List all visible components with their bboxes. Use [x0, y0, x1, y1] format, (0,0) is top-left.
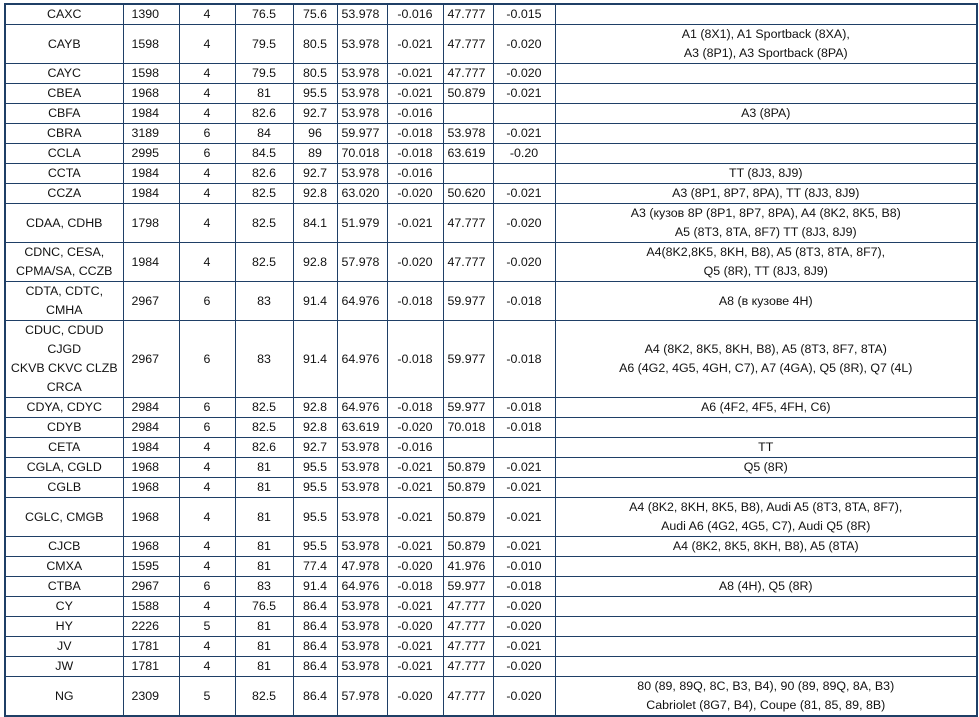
engine-code-cell: CGLB — [5, 478, 123, 498]
engine-code-cell: CBEA — [5, 84, 123, 104]
displacement-cell: 2967 — [123, 577, 179, 597]
main-journal-diameter-cell: 53.978 — [337, 458, 387, 478]
engine-code-cell: CAYC — [5, 64, 123, 84]
engine-code-cell: CDTA, CDTC, CMHA — [5, 282, 123, 321]
rod-journal-diameter-cell — [443, 438, 493, 458]
main-journal-diameter-cell: 53.978 — [337, 617, 387, 637]
cylinders-cell: 6 — [179, 577, 235, 597]
main-journal-diameter-cell: 51.979 — [337, 204, 387, 243]
main-journal-tolerance-cell: -0.020 — [387, 418, 443, 438]
table-row — [5, 164, 977, 184]
rod-journal-tolerance-cell: -0.020 — [493, 597, 555, 617]
stroke-cell: 86.4 — [293, 657, 337, 677]
applicable-models-cell: A4(8K2,8K5, 8KH, B8), A5 (8T3, 8TA, 8F7), Q5 (8R), TT (8J3, 8J9) — [555, 243, 977, 282]
engine-code-cell: CDNC, CESA, CPMA/SA, CCZB — [5, 243, 123, 282]
engine-code-cell: CGLC, CMGB — [5, 498, 123, 537]
cylinders-cell: 4 — [179, 438, 235, 458]
applicable-models-cell: A8 (4H), Q5 (8R) — [555, 577, 977, 597]
table-row — [5, 597, 977, 617]
displacement-cell: 1968 — [123, 84, 179, 104]
engine-code-cell: JV — [5, 637, 123, 657]
applicable-models-cell: 80 (89, 89Q, 8C, B3, B4), 90 (89, 89Q, 8A, B3) Cabriolet (8G7, B4), Coupe (81, 85, 89, 8B) — [555, 677, 977, 717]
bore-cell: 79.5 — [235, 64, 293, 84]
bore-cell: 82.5 — [235, 677, 293, 717]
main-journal-diameter-cell: 53.978 — [337, 25, 387, 64]
rod-journal-diameter-cell: 53.978 — [443, 124, 493, 144]
main-journal-tolerance-cell: -0.021 — [387, 637, 443, 657]
rod-journal-diameter-cell: 59.977 — [443, 577, 493, 597]
rod-journal-diameter-cell: 50.879 — [443, 84, 493, 104]
cylinders-cell: 6 — [179, 282, 235, 321]
displacement-cell: 2226 — [123, 617, 179, 637]
table-row — [5, 321, 977, 398]
main-journal-tolerance-cell: -0.016 — [387, 4, 443, 25]
applicable-models-cell: TT (8J3, 8J9) — [555, 164, 977, 184]
rod-journal-tolerance-cell: -0.021 — [493, 478, 555, 498]
rod-journal-tolerance-cell: -0.018 — [493, 398, 555, 418]
displacement-cell: 2984 — [123, 398, 179, 418]
engine-code-cell: CY — [5, 597, 123, 617]
rod-journal-tolerance-cell — [493, 104, 555, 124]
main-journal-tolerance-cell: -0.018 — [387, 282, 443, 321]
table-row — [5, 418, 977, 438]
displacement-cell: 2995 — [123, 144, 179, 164]
applicable-models-cell: A8 (в кузове 4H) — [555, 282, 977, 321]
stroke-cell: 95.5 — [293, 498, 337, 537]
displacement-cell: 1968 — [123, 478, 179, 498]
stroke-cell: 91.4 — [293, 577, 337, 597]
table-row — [5, 478, 977, 498]
main-journal-tolerance-cell: -0.016 — [387, 104, 443, 124]
engine-code-cell: JW — [5, 657, 123, 677]
displacement-cell: 1781 — [123, 637, 179, 657]
main-journal-tolerance-cell: -0.018 — [387, 398, 443, 418]
cylinders-cell: 4 — [179, 104, 235, 124]
main-journal-diameter-cell: 63.619 — [337, 418, 387, 438]
stroke-cell: 84.1 — [293, 204, 337, 243]
main-journal-diameter-cell: 53.978 — [337, 438, 387, 458]
main-journal-diameter-cell: 53.978 — [337, 597, 387, 617]
bore-cell: 81 — [235, 458, 293, 478]
bore-cell: 81 — [235, 657, 293, 677]
main-journal-tolerance-cell: -0.021 — [387, 84, 443, 104]
table-row — [5, 637, 977, 657]
stroke-cell: 80.5 — [293, 25, 337, 64]
main-journal-tolerance-cell: -0.016 — [387, 164, 443, 184]
rod-journal-diameter-cell: 41.976 — [443, 557, 493, 577]
displacement-cell: 1984 — [123, 243, 179, 282]
cylinders-cell: 6 — [179, 124, 235, 144]
stroke-cell: 75.6 — [293, 4, 337, 25]
cylinders-cell: 5 — [179, 617, 235, 637]
main-journal-diameter-cell: 53.978 — [337, 478, 387, 498]
cylinders-cell: 4 — [179, 84, 235, 104]
stroke-cell: 95.5 — [293, 84, 337, 104]
bore-cell: 84 — [235, 124, 293, 144]
main-journal-tolerance-cell: -0.021 — [387, 537, 443, 557]
applicable-models-cell: A3 (8PA) — [555, 104, 977, 124]
rod-journal-diameter-cell: 50.620 — [443, 184, 493, 204]
displacement-cell: 1781 — [123, 657, 179, 677]
applicable-models-cell: A4 (8K2, 8KH, 8K5, B8), Audi A5 (8T3, 8TA, 8F7), Audi A6 (4G2, 4G5, C7), Audi Q5 (8R) — [555, 498, 977, 537]
main-journal-tolerance-cell: -0.018 — [387, 577, 443, 597]
bore-cell: 82.5 — [235, 243, 293, 282]
table-row — [5, 498, 977, 537]
table-row — [5, 184, 977, 204]
rod-journal-diameter-cell: 50.879 — [443, 537, 493, 557]
main-journal-tolerance-cell: -0.016 — [387, 438, 443, 458]
stroke-cell: 92.8 — [293, 184, 337, 204]
engine-spec-table — [4, 3, 978, 717]
main-journal-tolerance-cell: -0.021 — [387, 204, 443, 243]
main-journal-tolerance-cell: -0.021 — [387, 478, 443, 498]
displacement-cell: 1984 — [123, 184, 179, 204]
table-row — [5, 4, 977, 25]
stroke-cell: 92.7 — [293, 164, 337, 184]
main-journal-tolerance-cell: -0.021 — [387, 458, 443, 478]
applicable-models-cell — [555, 144, 977, 164]
main-journal-tolerance-cell: -0.020 — [387, 557, 443, 577]
main-journal-diameter-cell: 57.978 — [337, 677, 387, 717]
rod-journal-diameter-cell: 59.977 — [443, 398, 493, 418]
bore-cell: 82.5 — [235, 184, 293, 204]
cylinders-cell: 4 — [179, 478, 235, 498]
main-journal-diameter-cell: 57.978 — [337, 243, 387, 282]
applicable-models-cell: A4 (8K2, 8K5, 8KH, B8), A5 (8T3, 8F7, 8TA) A6 (4G2, 4G5, 4GH, C7), A7 (4GA), Q5 (8R), Q7 (4L) — [555, 321, 977, 398]
applicable-models-cell: A4 (8K2, 8K5, 8KH, B8), A5 (8TA) — [555, 537, 977, 557]
rod-journal-diameter-cell — [443, 104, 493, 124]
engine-code-cell: NG — [5, 677, 123, 717]
rod-journal-diameter-cell: 47.777 — [443, 64, 493, 84]
main-journal-diameter-cell: 53.978 — [337, 637, 387, 657]
rod-journal-diameter-cell: 50.879 — [443, 498, 493, 537]
rod-journal-tolerance-cell: -0.020 — [493, 25, 555, 64]
rod-journal-tolerance-cell: -0.020 — [493, 677, 555, 717]
table-row — [5, 677, 977, 717]
engine-code-cell: CDUC, CDUD CJGD CKVB CKVC CLZB CRCA — [5, 321, 123, 398]
engine-code-cell: CBRA — [5, 124, 123, 144]
displacement-cell: 2967 — [123, 282, 179, 321]
displacement-cell: 1598 — [123, 64, 179, 84]
applicable-models-cell — [555, 478, 977, 498]
main-journal-diameter-cell: 53.978 — [337, 498, 387, 537]
rod-journal-diameter-cell: 63.619 — [443, 144, 493, 164]
cylinders-cell: 4 — [179, 243, 235, 282]
bore-cell: 81 — [235, 84, 293, 104]
engine-code-cell: CMXA — [5, 557, 123, 577]
bore-cell: 82.5 — [235, 418, 293, 438]
main-journal-tolerance-cell: -0.018 — [387, 124, 443, 144]
bore-cell: 81 — [235, 557, 293, 577]
bore-cell: 76.5 — [235, 4, 293, 25]
applicable-models-cell — [555, 617, 977, 637]
main-journal-diameter-cell: 53.978 — [337, 64, 387, 84]
applicable-models-cell: A3 (кузов 8P (8P1, 8P7, 8PA), A4 (8K2, 8K5, B8) A5 (8T3, 8TA, 8F7) TT (8J3, 8J9) — [555, 204, 977, 243]
engine-code-cell: CCTA — [5, 164, 123, 184]
bore-cell: 81 — [235, 498, 293, 537]
bore-cell: 83 — [235, 577, 293, 597]
rod-journal-diameter-cell: 50.879 — [443, 458, 493, 478]
stroke-cell: 80.5 — [293, 64, 337, 84]
stroke-cell: 86.4 — [293, 597, 337, 617]
engine-code-cell: CGLA, CGLD — [5, 458, 123, 478]
rod-journal-tolerance-cell: -0.018 — [493, 282, 555, 321]
table-row — [5, 657, 977, 677]
rod-journal-diameter-cell: 50.879 — [443, 478, 493, 498]
engine-code-cell: CDYA, CDYC — [5, 398, 123, 418]
rod-journal-diameter-cell: 47.777 — [443, 617, 493, 637]
engine-code-cell: CDYB — [5, 418, 123, 438]
rod-journal-tolerance-cell: -0.018 — [493, 418, 555, 438]
engine-code-cell: CTBA — [5, 577, 123, 597]
cylinders-cell: 4 — [179, 458, 235, 478]
engine-code-cell: CAXC — [5, 4, 123, 25]
engine-code-cell: CJCB — [5, 537, 123, 557]
main-journal-tolerance-cell: -0.021 — [387, 597, 443, 617]
bore-cell: 81 — [235, 617, 293, 637]
cylinders-cell: 6 — [179, 144, 235, 164]
cylinders-cell: 4 — [179, 597, 235, 617]
table-row — [5, 577, 977, 597]
table-row — [5, 617, 977, 637]
applicable-models-cell: A6 (4F2, 4F5, 4FH, C6) — [555, 398, 977, 418]
rod-journal-tolerance-cell: -0.021 — [493, 124, 555, 144]
engine-code-cell: CDAA, CDHB — [5, 204, 123, 243]
main-journal-diameter-cell: 53.978 — [337, 104, 387, 124]
applicable-models-cell: A3 (8P1, 8P7, 8PA), TT (8J3, 8J9) — [555, 184, 977, 204]
stroke-cell: 77.4 — [293, 557, 337, 577]
rod-journal-tolerance-cell: -0.20 — [493, 144, 555, 164]
rod-journal-tolerance-cell: -0.010 — [493, 557, 555, 577]
cylinders-cell: 4 — [179, 537, 235, 557]
table-row — [5, 438, 977, 458]
applicable-models-cell: Q5 (8R) — [555, 458, 977, 478]
displacement-cell: 1984 — [123, 164, 179, 184]
bore-cell: 81 — [235, 637, 293, 657]
cylinders-cell: 6 — [179, 398, 235, 418]
rod-journal-diameter-cell — [443, 164, 493, 184]
bore-cell: 81 — [235, 478, 293, 498]
rod-journal-tolerance-cell: -0.020 — [493, 64, 555, 84]
main-journal-diameter-cell: 63.020 — [337, 184, 387, 204]
engine-code-cell: CETA — [5, 438, 123, 458]
stroke-cell: 91.4 — [293, 282, 337, 321]
main-journal-tolerance-cell: -0.021 — [387, 657, 443, 677]
stroke-cell: 92.7 — [293, 438, 337, 458]
bore-cell: 79.5 — [235, 25, 293, 64]
rod-journal-diameter-cell: 59.977 — [443, 282, 493, 321]
cylinders-cell: 4 — [179, 557, 235, 577]
rod-journal-tolerance-cell: -0.018 — [493, 321, 555, 398]
stroke-cell: 92.8 — [293, 398, 337, 418]
rod-journal-tolerance-cell: -0.021 — [493, 637, 555, 657]
main-journal-diameter-cell: 64.976 — [337, 577, 387, 597]
stroke-cell: 92.7 — [293, 104, 337, 124]
rod-journal-diameter-cell: 47.777 — [443, 597, 493, 617]
displacement-cell: 2309 — [123, 677, 179, 717]
applicable-models-cell — [555, 597, 977, 617]
bore-cell: 81 — [235, 537, 293, 557]
main-journal-diameter-cell: 59.977 — [337, 124, 387, 144]
displacement-cell: 1968 — [123, 498, 179, 537]
main-journal-tolerance-cell: -0.021 — [387, 25, 443, 64]
rod-journal-tolerance-cell: -0.015 — [493, 4, 555, 25]
main-journal-diameter-cell: 53.978 — [337, 537, 387, 557]
bore-cell: 82.6 — [235, 104, 293, 124]
displacement-cell: 1390 — [123, 4, 179, 25]
main-journal-diameter-cell: 64.976 — [337, 282, 387, 321]
stroke-cell: 95.5 — [293, 478, 337, 498]
table-row — [5, 144, 977, 164]
displacement-cell: 1588 — [123, 597, 179, 617]
stroke-cell: 91.4 — [293, 321, 337, 398]
rod-journal-diameter-cell: 47.777 — [443, 677, 493, 717]
cylinders-cell: 4 — [179, 657, 235, 677]
rod-journal-tolerance-cell: -0.021 — [493, 184, 555, 204]
stroke-cell: 86.4 — [293, 617, 337, 637]
applicable-models-cell — [555, 84, 977, 104]
main-journal-tolerance-cell: -0.021 — [387, 498, 443, 537]
main-journal-diameter-cell: 53.978 — [337, 164, 387, 184]
table-row — [5, 282, 977, 321]
displacement-cell: 1798 — [123, 204, 179, 243]
table-row — [5, 104, 977, 124]
bore-cell: 84.5 — [235, 144, 293, 164]
main-journal-tolerance-cell: -0.020 — [387, 677, 443, 717]
cylinders-cell: 4 — [179, 184, 235, 204]
displacement-cell: 1984 — [123, 104, 179, 124]
applicable-models-cell — [555, 64, 977, 84]
bore-cell: 82.6 — [235, 164, 293, 184]
cylinders-cell: 6 — [179, 321, 235, 398]
table-body — [5, 4, 977, 716]
stroke-cell: 92.8 — [293, 418, 337, 438]
cylinders-cell: 4 — [179, 64, 235, 84]
applicable-models-cell — [555, 4, 977, 25]
main-journal-tolerance-cell: -0.018 — [387, 321, 443, 398]
bore-cell: 82.6 — [235, 438, 293, 458]
bore-cell: 83 — [235, 282, 293, 321]
bore-cell: 83 — [235, 321, 293, 398]
applicable-models-cell: A1 (8X1), A1 Sportback (8XA), A3 (8P1), A3 Sportback (8PA) — [555, 25, 977, 64]
cylinders-cell: 4 — [179, 164, 235, 184]
stroke-cell: 92.8 — [293, 243, 337, 282]
displacement-cell: 3189 — [123, 124, 179, 144]
engine-code-cell: CBFA — [5, 104, 123, 124]
main-journal-diameter-cell: 47.978 — [337, 557, 387, 577]
table-row — [5, 204, 977, 243]
bore-cell: 82.5 — [235, 204, 293, 243]
rod-journal-tolerance-cell: -0.021 — [493, 498, 555, 537]
stroke-cell: 95.5 — [293, 537, 337, 557]
engine-code-cell: HY — [5, 617, 123, 637]
cylinders-cell: 4 — [179, 25, 235, 64]
cylinders-cell: 4 — [179, 4, 235, 25]
main-journal-diameter-cell: 53.978 — [337, 657, 387, 677]
stroke-cell: 89 — [293, 144, 337, 164]
engine-code-cell: CCLA — [5, 144, 123, 164]
rod-journal-tolerance-cell: -0.021 — [493, 537, 555, 557]
stroke-cell: 86.4 — [293, 677, 337, 717]
stroke-cell: 95.5 — [293, 458, 337, 478]
displacement-cell: 1595 — [123, 557, 179, 577]
table-row — [5, 537, 977, 557]
rod-journal-tolerance-cell — [493, 164, 555, 184]
cylinders-cell: 4 — [179, 204, 235, 243]
rod-journal-tolerance-cell — [493, 438, 555, 458]
main-journal-diameter-cell: 70.018 — [337, 144, 387, 164]
main-journal-tolerance-cell: -0.020 — [387, 243, 443, 282]
engine-code-cell: CCZA — [5, 184, 123, 204]
rod-journal-tolerance-cell: -0.020 — [493, 204, 555, 243]
cylinders-cell: 5 — [179, 677, 235, 717]
bore-cell: 76.5 — [235, 597, 293, 617]
bore-cell: 82.5 — [235, 398, 293, 418]
rod-journal-diameter-cell: 47.777 — [443, 204, 493, 243]
rod-journal-tolerance-cell: -0.018 — [493, 577, 555, 597]
rod-journal-tolerance-cell: -0.021 — [493, 84, 555, 104]
main-journal-diameter-cell: 53.978 — [337, 84, 387, 104]
cylinders-cell: 4 — [179, 498, 235, 537]
table-row — [5, 243, 977, 282]
cylinders-cell: 6 — [179, 418, 235, 438]
rod-journal-diameter-cell: 47.777 — [443, 243, 493, 282]
rod-journal-tolerance-cell: -0.020 — [493, 657, 555, 677]
stroke-cell: 96 — [293, 124, 337, 144]
main-journal-diameter-cell: 53.978 — [337, 4, 387, 25]
applicable-models-cell — [555, 418, 977, 438]
table-row — [5, 25, 977, 64]
table-row — [5, 557, 977, 577]
stroke-cell: 86.4 — [293, 637, 337, 657]
main-journal-tolerance-cell: -0.020 — [387, 617, 443, 637]
main-journal-tolerance-cell: -0.018 — [387, 144, 443, 164]
applicable-models-cell — [555, 657, 977, 677]
rod-journal-diameter-cell: 59.977 — [443, 321, 493, 398]
table-row — [5, 124, 977, 144]
applicable-models-cell — [555, 557, 977, 577]
applicable-models-cell: TT — [555, 438, 977, 458]
rod-journal-diameter-cell: 47.777 — [443, 4, 493, 25]
main-journal-tolerance-cell: -0.021 — [387, 64, 443, 84]
rod-journal-diameter-cell: 47.777 — [443, 657, 493, 677]
displacement-cell: 2984 — [123, 418, 179, 438]
table-row — [5, 64, 977, 84]
rod-journal-tolerance-cell: -0.020 — [493, 243, 555, 282]
displacement-cell: 1968 — [123, 458, 179, 478]
main-journal-tolerance-cell: -0.020 — [387, 184, 443, 204]
rod-journal-tolerance-cell: -0.021 — [493, 458, 555, 478]
main-journal-diameter-cell: 64.976 — [337, 398, 387, 418]
displacement-cell: 2967 — [123, 321, 179, 398]
main-journal-diameter-cell: 64.976 — [337, 321, 387, 398]
rod-journal-diameter-cell: 47.777 — [443, 25, 493, 64]
rod-journal-diameter-cell: 70.018 — [443, 418, 493, 438]
table-row — [5, 84, 977, 104]
rod-journal-diameter-cell: 47.777 — [443, 637, 493, 657]
engine-code-cell: CAYB — [5, 25, 123, 64]
applicable-models-cell — [555, 637, 977, 657]
rod-journal-tolerance-cell: -0.020 — [493, 617, 555, 637]
cylinders-cell: 4 — [179, 637, 235, 657]
displacement-cell: 1984 — [123, 438, 179, 458]
applicable-models-cell — [555, 124, 977, 144]
displacement-cell: 1968 — [123, 537, 179, 557]
displacement-cell: 1598 — [123, 25, 179, 64]
table-row — [5, 398, 977, 418]
table-row — [5, 458, 977, 478]
